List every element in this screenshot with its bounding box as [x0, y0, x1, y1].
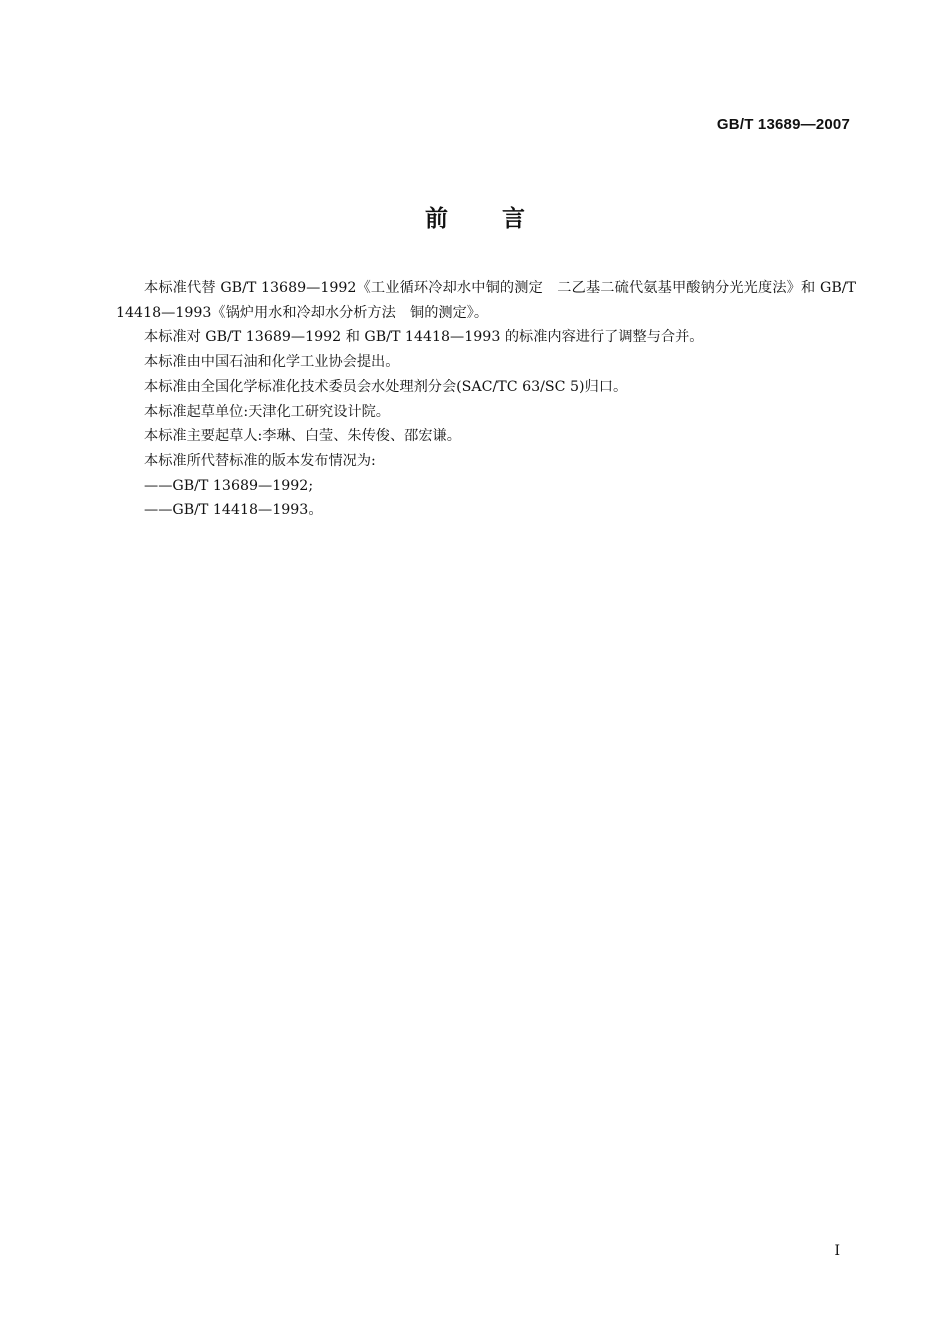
page-number: I: [834, 1243, 840, 1259]
paragraph-proposer: 本标准由中国石油和化学工业协会提出。: [144, 354, 400, 371]
paragraph-adjustment: 本标准对 GB/T 13689—1992 和 GB/T 14418—1993 的标准内容进行了调整与合并。: [144, 329, 704, 346]
paragraph-drafting-unit: 本标准起草单位:天津化工研究设计院。: [144, 403, 390, 420]
paragraph-drafters: 本标准主要起草人:李琳、白莹、朱传俊、邵宏谦。: [144, 428, 461, 445]
paragraph-committee: 本标准由全国化学标准化技术委员会水处理剂分会(SAC/TC 63/SC 5)归口。: [144, 378, 628, 395]
foreword-body: [116, 276, 856, 523]
page-title: 前言: [425, 206, 579, 232]
paragraph-version-history: 本标准所代替标准的版本发布情况为:: [144, 452, 376, 469]
list-item-gbt-14418: ——GB/T 14418—1993。: [144, 502, 323, 519]
list-item-gbt-13689: ——GB/T 13689—1992;: [144, 477, 314, 494]
standard-number: GB/T 13689—2007: [716, 116, 850, 133]
paragraph-replacement: 本标准代替 GB/T 13689—1992《工业循环冷却水中铜的测定 二乙基二硫代氨基甲酸钠分光光度法》和 GB/T 14418—1993《锅炉用水和冷却水分析方法 铜的测定》。: [116, 280, 856, 321]
